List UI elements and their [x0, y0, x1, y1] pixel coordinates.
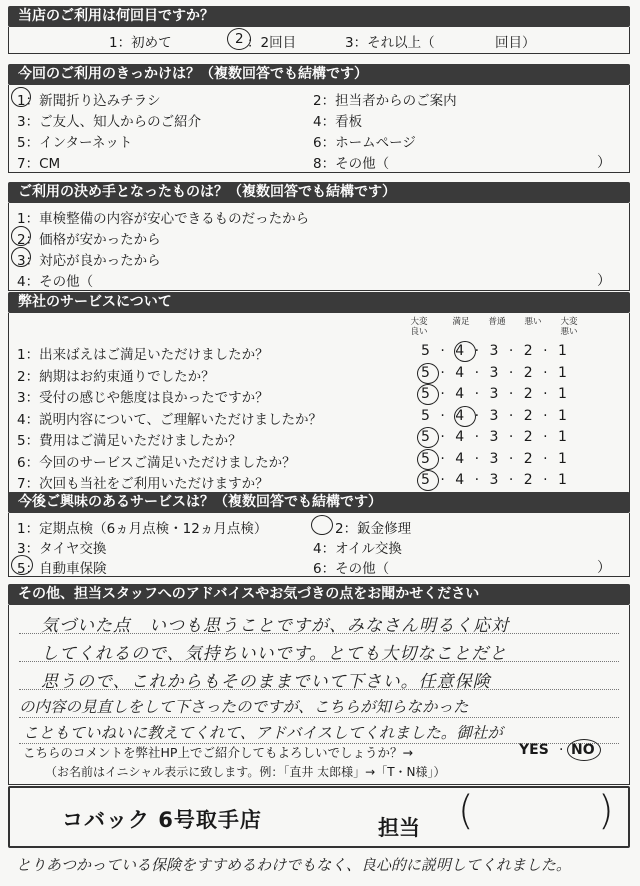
rating-answer-circle [417, 363, 439, 384]
rating-question: 1：出来ばえはご満足いただけましたか？ [17, 347, 269, 363]
q2-close-paren: ） [597, 155, 611, 171]
q2-item-8: 8：その他（ [313, 156, 390, 172]
q2-item-4: 4：看板 [313, 114, 363, 130]
q1-option-3-suffix: 回目） [495, 35, 536, 51]
rating-head-very-good: 大変 良い [410, 317, 428, 337]
handwritten-comment-line: の内容の見直しをして下さったのですが、こちらが知らなかった [19, 698, 469, 716]
rating-answer-circle [417, 449, 439, 470]
q1-option-3: 3：それ以上（ [345, 35, 435, 51]
rating-question: 2：納期はお約束通りでしたか？ [17, 368, 215, 385]
q2-item-5: 5：インターネット [17, 135, 133, 151]
rating-question: 5：費用はご満足いただけましたか？ [17, 433, 242, 449]
rating-answer-circle [454, 406, 476, 427]
q5-item-5: 5：自動車保険 [17, 561, 107, 577]
store-name: コバック 6号取手店 [62, 808, 262, 832]
q2-title: 今回のご利用のきっかけは？（複数回答でも結構です） [8, 64, 630, 85]
staff-open-paren: ( [458, 788, 474, 834]
q4-section [8, 292, 630, 499]
q1-title: 当店のご利用は何回目ですか？ [8, 6, 630, 27]
consent-no: NO [571, 742, 595, 758]
q5-close-paren: ） [597, 560, 611, 576]
rating-scale: 5 · 4 · 3 · 2 · 1 [421, 472, 570, 488]
handwritten-comment-line: こともていねいに教えてくれて、アドバイスしてくれました。御社が [23, 724, 503, 742]
hp-consent-question: こちらのコメントを弊社HP上でご紹介してもよろしいでしょうか？→ [23, 745, 413, 760]
q3-close-paren: ） [597, 273, 611, 289]
rating-head-very-bad: 大変 悪い [560, 317, 578, 337]
staff-label: 担当 [378, 816, 420, 840]
answer-circle [11, 226, 31, 246]
footer-handwritten-note: とりあつかっている保険をすすめるわけでもなく、良心的に説明してくれました。 [16, 856, 571, 874]
q2-section [8, 64, 630, 173]
answer-circle [567, 739, 601, 761]
q1-option-2-num: 2 [235, 31, 244, 47]
rating-scale: 5 · 4 · 3 · 2 · 1 [421, 450, 570, 467]
q3-item-1: 1：車検整備の内容が安心できるものだったから [17, 211, 310, 227]
q6-section [8, 584, 630, 785]
q1-option-2-label: ：2回目 [247, 35, 297, 51]
q5-item-1: 1：定期点検（6ヵ月点検・12ヵ月点検） [17, 521, 268, 537]
store-box [8, 786, 630, 848]
q1-section [8, 6, 630, 54]
rating-scale: 5 · 4 · 3 · 2 · 1 [421, 429, 570, 445]
answer-circle [11, 247, 31, 267]
rating-scale: 5 · 4 · 3 · 2 · 1 [421, 364, 570, 381]
q3-item-3: 3：対応が良かったから [17, 253, 161, 269]
q4-title: 弊社のサービスについて [8, 292, 630, 313]
q2-item-2: 2：担当者からのご案内 [313, 93, 457, 109]
q5-section [8, 492, 630, 577]
consent-separator: · [559, 742, 564, 758]
q3-title: ご利用の決め手となったものは？（複数回答でも結構です） [8, 182, 630, 203]
answer-circle [311, 515, 333, 535]
rating-answer-circle [417, 470, 439, 491]
handwritten-comment-line: 気づいた点 いつも思うことですが、みなさん明るく応対 [41, 616, 509, 636]
q2-item-3: 3：ご友人、知人からのご紹介 [17, 114, 202, 130]
q5-item-2: 2：鈑金修理 [335, 521, 412, 537]
q2-item-7: 7：CM [17, 156, 61, 172]
q5-item-6: 6：その他（ [313, 561, 390, 577]
staff-close-paren: ) [598, 788, 614, 834]
q3-section [8, 182, 630, 291]
rating-head-satisfied: 満足 [452, 317, 470, 327]
rating-answer-circle [454, 341, 476, 362]
rating-question: 3：受付の感じや態度は良かったですか？ [17, 390, 269, 406]
q3-item-2: 2：価格が安かったから [17, 232, 161, 248]
rating-head-normal: 普通 [488, 317, 506, 327]
q5-title: 今後ご興味のあるサービスは？（複数回答でも結構です） [8, 492, 630, 513]
rating-question: 4：説明内容について、ご理解いただけましたか？ [17, 411, 323, 428]
consent-yes: YES [519, 742, 549, 758]
q5-item-3: 3：タイヤ交換 [17, 541, 107, 557]
q1-option-1: 1：初めて [109, 35, 172, 51]
handwritten-comment-line: してくれるので、気持ちいいです。とても大切なことだと [41, 644, 508, 664]
initials-note: （お名前はイニシャル表示に致します。例：「直井 太郎様」→「T・N様」） [45, 765, 446, 779]
q2-item-6: 6：ホームページ [313, 135, 416, 151]
rating-scale: 5 · 4 · 3 · 2 · 1 [421, 343, 570, 359]
q5-item-4: 4：オイル交換 [313, 541, 402, 557]
rating-question: 7：次回も当社をご利用いただけますか？ [17, 476, 269, 492]
q6-title: その他、担当スタッフへのアドバイスやお気づきの点をお聞かせください [8, 584, 630, 605]
rating-head-bad: 悪い [524, 317, 542, 327]
q2-item-1: 1：新聞折り込みチラシ [17, 93, 161, 109]
rating-answer-circle [417, 384, 439, 405]
answer-circle [11, 87, 31, 107]
rating-answer-circle [417, 427, 439, 448]
rating-scale: 5 · 4 · 3 · 2 · 1 [421, 407, 570, 424]
rating-question: 6：今回のサービスご満足いただけましたか？ [17, 454, 296, 471]
q3-item-4: 4：その他（ [17, 274, 94, 290]
answer-circle [11, 555, 33, 575]
handwritten-comment-line: 思うので、これからもそのままでいて下さい。任意保険 [41, 672, 491, 692]
rating-scale: 5 · 4 · 3 · 2 · 1 [421, 386, 570, 402]
